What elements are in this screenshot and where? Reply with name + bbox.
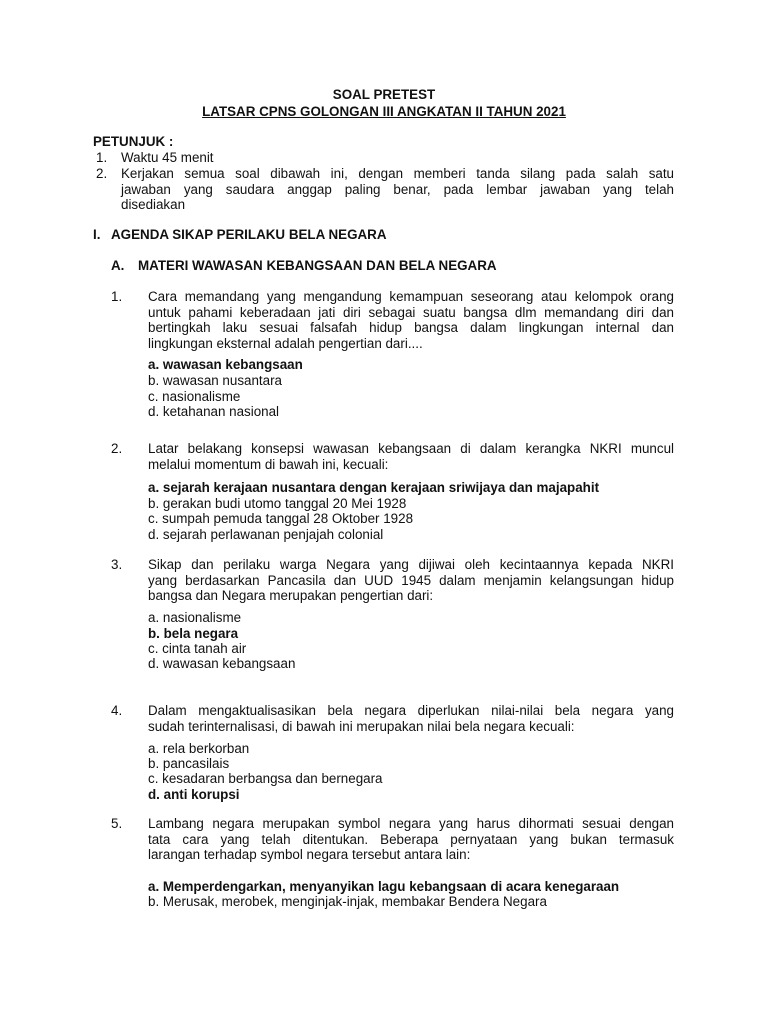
question-5-option-b: b. Merusak, merobek, menginjak-injak, membakar Bendera Negara (148, 894, 547, 909)
doc-title: SOAL PRETEST (332, 87, 436, 102)
section-num: I. (93, 227, 101, 242)
question-2-option-a: a. sejarah kerajaan nusantara dengan kerajaan sriwijaya dan majapahit (148, 480, 600, 495)
question-2-option-d: d. sejarah perlawanan penjajah colonial (148, 527, 384, 542)
question-3-text: Sikap dan perilaku warga Negara yang dijiwai oleh kecintaannya kepada NKRI yang berdasarkan Pancasila dan UUD 1945 dalam menjamin kelangsungan hidup bangsa dan Negara merupakan pengertian dari: (148, 557, 674, 603)
question-2-option-b: b. gerakan budi utomo tanggal 20 Mei 1928 (148, 496, 407, 511)
subsection-num: A. (111, 258, 125, 273)
question-5-text: Lambang negara merupakan symbol negara yang harus dihormati sesuai dengan tata cara yang telah ditentukan. Beberapa pernyataan yang bukan termasuk larangan terhadap symbol negara tersebut antara lain: (148, 816, 674, 862)
subsection-title: MATERI WAWASAN KEBANGSAAN DAN BELA NEGARA (138, 258, 497, 273)
petunjuk-text-2: Kerjakan semua soal dibawah ini, dengan memberi tanda silang pada salah satu jawaban yang saudara anggap paling benar, pada lembar jawaban yang telah disediakan (121, 166, 674, 212)
petunjuk-heading: PETUNJUK : (93, 134, 174, 149)
question-2-text: Latar belakang konsepsi wawasan kebangsaan di dalam kerangka NKRI muncul melalui momentum di bawah ini, kecuali: (148, 441, 674, 472)
question-1-option-b: b. wawasan nusantara (148, 373, 282, 388)
question-4-number: 4. (111, 703, 123, 718)
question-3-option-c: c. cinta tanah air (148, 641, 247, 656)
section-title: AGENDA SIKAP PERILAKU BELA NEGARA (111, 227, 387, 242)
question-1-text: Cara memandang yang mengandung kemampuan seseorang atau kelompok orang untuk pahami keberadaan jati diri sebagai suatu bangsa dlm memandang diri dan bertingkah laku sesuai falsafah hidup bangsa dalam lingkungan internal dan lingkungan eksternal adalah pengertian dari.... (148, 289, 674, 351)
petunjuk-text-1: Waktu 45 menit (121, 150, 214, 165)
question-4-option-d: d. anti korupsi (148, 787, 240, 802)
question-1-number: 1. (111, 289, 123, 304)
question-3-option-b: b. bela negara (148, 626, 239, 641)
question-5-option-a: a. Memperdengarkan, menyanyikan lagu kebangsaan di acara kenegaraan (148, 879, 620, 894)
question-4-option-b: b. pancasilais (148, 756, 230, 771)
petunjuk-num-2: 2. (96, 166, 108, 181)
question-2-option-c: c. sumpah pemuda tanggal 28 Oktober 1928 (148, 511, 414, 526)
question-5-number: 5. (111, 816, 123, 831)
question-2-number: 2. (111, 441, 123, 456)
question-1-option-d: d. ketahanan nasional (148, 404, 280, 419)
question-4-option-a: a. rela berkorban (148, 741, 250, 756)
question-3-number: 3. (111, 557, 123, 572)
question-1-option-c: c. nasionalisme (148, 389, 241, 404)
question-1-option-a: a. wawasan kebangsaan (148, 357, 303, 372)
doc-subtitle: LATSAR CPNS GOLONGAN III ANGKATAN II TAHUN 2021 (202, 104, 566, 119)
question-4-option-c: c. kesadaran berbangsa dan bernegara (148, 771, 383, 786)
question-3-option-d: d. wawasan kebangsaan (148, 656, 296, 671)
petunjuk-num-1: 1. (96, 150, 108, 165)
question-4-text: Dalam mengaktualisasikan bela negara diperlukan nilai-nilai bela negara yang sudah terinternalisasi, di bawah ini merupakan nilai bela negara kecuali: (148, 703, 674, 734)
question-3-option-a: a. nasionalisme (148, 610, 242, 625)
